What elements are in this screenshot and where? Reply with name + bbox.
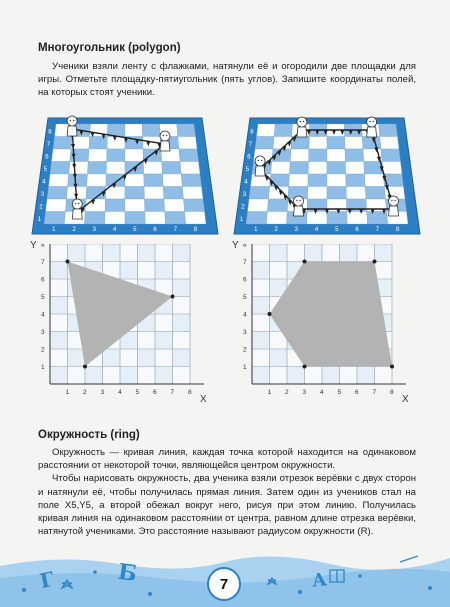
x-tick-label: 4 [118, 389, 122, 396]
grid-cell [173, 262, 191, 280]
grid-cell [155, 262, 173, 280]
ring-procedure-paragraph: Чтобы нарисовать окружность, два ученика взяли отрезок верёвки с двух сторон и натянули её, чтобы получилась прямая линия. Затем один из учеников стал на поле X5,Y5, а второй обежал вокруг него, рисуя при этом линию. Получилась кривая линия на одинаковом расстоянии от центра, равном длине отрезка верёвки, натянутой учениками. Это расстояние называют радиусом окружности (R). [38, 473, 416, 538]
board-square [266, 212, 287, 225]
grid-cell [138, 349, 156, 367]
chessboard-pentagon [232, 112, 422, 240]
x-tick-label: 5 [337, 389, 342, 396]
board-square [106, 162, 125, 175]
student-figure [72, 199, 82, 219]
board-row-label: 5 [245, 166, 250, 173]
student-figure [293, 196, 303, 216]
grid-cell [120, 262, 138, 280]
polygon-vertex-point [83, 365, 87, 369]
coordinate-grid-triangle-svg [24, 244, 214, 414]
board-square [46, 199, 67, 212]
x-tick-label: 1 [65, 389, 70, 396]
board-square [163, 174, 183, 187]
student-head [389, 196, 399, 206]
student-eye [163, 135, 164, 136]
polygon-task-paragraph: Ученики взяли ленту с флажками, натянули её и огородили две площадки для игры. Отметьте площадку-пятиугольник (пять углов). Запишите координаты полей, на которых стоят ученики. [38, 61, 416, 99]
y-tick-label: 5 [41, 294, 45, 301]
x-tick-label: 2 [83, 389, 87, 396]
polygon-vertex-point [303, 260, 307, 264]
student-head [72, 199, 82, 209]
student-eye [299, 200, 300, 201]
board-row-label: 3 [40, 191, 45, 198]
student-eye [373, 121, 374, 122]
board-square [105, 199, 125, 212]
board-row-label: 2 [241, 204, 245, 211]
board-square [142, 124, 160, 137]
grid-cell [340, 367, 358, 385]
grid-cell [252, 279, 270, 297]
board-square [257, 124, 276, 137]
grid-cell [375, 244, 393, 262]
board-square [327, 174, 346, 187]
x-tick-label: 8 [188, 389, 192, 396]
polygon-vertex-point [373, 260, 377, 264]
board-row-label: 4 [42, 179, 46, 186]
board-square [290, 149, 309, 162]
board-row-label: 6 [45, 154, 49, 161]
y-tick-label: 4 [41, 311, 45, 319]
student-eye [300, 121, 301, 122]
grid-cell [322, 367, 340, 385]
grid2-y-axis-label: Y [232, 240, 239, 251]
board-square [255, 137, 274, 150]
grid-cell [120, 349, 138, 367]
chessboard-pentagon-svg [232, 112, 422, 240]
board-square [309, 137, 327, 150]
grid-cell [322, 244, 340, 262]
grid-cell [270, 262, 288, 280]
x-tick-label: 3 [302, 389, 307, 396]
grid-cell [305, 367, 323, 385]
grid-cell [50, 297, 68, 315]
student-figure [255, 156, 265, 176]
board-col-label: 2 [274, 227, 278, 233]
board-square [179, 149, 199, 162]
grid-cell [340, 244, 358, 262]
board-square [125, 187, 145, 200]
board-square [144, 187, 164, 200]
student-figure [367, 117, 377, 137]
grid-cell [173, 279, 191, 297]
board-square [125, 124, 143, 137]
grid-cell [50, 367, 68, 385]
grid1-y-axis-label: Y [30, 240, 37, 251]
student-head [67, 116, 77, 126]
coordinate-grid-triangle [24, 244, 214, 419]
board-square [184, 199, 205, 212]
y-tick-label: 6 [243, 276, 247, 284]
board-square [182, 187, 203, 200]
grid-cell [138, 332, 156, 350]
board-square [143, 162, 162, 175]
y-tick-label: 5 [243, 294, 247, 301]
grid-cell [85, 244, 103, 262]
grid-cell [138, 262, 156, 280]
x-tick-label: 8 [390, 389, 394, 396]
board-square [68, 174, 88, 187]
grid-cell [252, 314, 270, 332]
polygon-vertex-point [66, 260, 70, 264]
grid-cell [173, 297, 191, 315]
board-square [327, 162, 346, 175]
board-square [185, 212, 206, 225]
board-row-label: 7 [46, 141, 51, 148]
grid-cell [252, 297, 270, 315]
board-col-label: 7 [173, 227, 177, 233]
board-square [267, 199, 288, 212]
x-tick-label: 6 [153, 389, 157, 396]
board-square [362, 137, 381, 150]
board-col-label: 1 [52, 227, 56, 233]
student-figure [67, 116, 77, 136]
student-body [255, 166, 265, 176]
board-col-label: 8 [193, 227, 198, 233]
board-square [246, 212, 267, 225]
board-square [69, 162, 89, 175]
board-square [162, 162, 182, 175]
grid-cell [252, 349, 270, 367]
board-row-label: 3 [242, 191, 247, 198]
grid-cell [252, 262, 270, 280]
x-tick-label: 2 [285, 389, 289, 396]
student-body [367, 127, 377, 137]
board-col-label: 3 [294, 227, 298, 233]
chessboard-triangle [30, 112, 220, 240]
board-col-label: 4 [112, 227, 117, 233]
board-col-label: 5 [335, 227, 339, 233]
y-tick-label: 6 [41, 276, 45, 284]
deco-letter-a: А [310, 569, 328, 592]
board-col-label: 1 [254, 227, 258, 233]
board-square [107, 137, 125, 150]
board-square [308, 187, 328, 200]
y-tick-label: 4 [243, 311, 247, 319]
board-square [165, 212, 186, 225]
board-square [345, 137, 363, 150]
board-row-label: 5 [43, 166, 48, 173]
board-row-label: 8 [48, 129, 52, 136]
board-square [289, 174, 309, 187]
board-square [107, 149, 125, 162]
board-square [381, 149, 401, 162]
board-square [181, 174, 201, 187]
student-eye [166, 135, 167, 136]
board-row-label: 1 [239, 216, 244, 223]
grid-cell [50, 262, 68, 280]
board-square [177, 124, 196, 137]
board-square [248, 199, 269, 212]
grid-cell [68, 349, 86, 367]
deco-letter-g: Г [37, 566, 57, 594]
board-square [308, 162, 327, 175]
board-square [309, 149, 327, 162]
student-figure [160, 131, 170, 151]
board-square [327, 137, 345, 150]
section-heading-ring: Окружность (ring) [38, 429, 140, 441]
page-number: 7 [207, 567, 241, 601]
board-square [271, 162, 291, 175]
grid-cell [103, 244, 121, 262]
board-square [105, 212, 125, 225]
student-body [160, 141, 170, 151]
grid-cell [270, 349, 288, 367]
grid-cell [270, 367, 288, 385]
board-row-label: 1 [37, 216, 42, 223]
y-tick-label: 2 [41, 346, 45, 354]
board-square [125, 199, 145, 212]
board-square [345, 149, 364, 162]
board-row-label: 7 [248, 141, 253, 148]
board-square [365, 187, 385, 200]
student-eye [391, 200, 392, 201]
board-square [274, 124, 292, 137]
board-col-label: 7 [375, 227, 379, 233]
board-square [270, 174, 290, 187]
grid-cell [357, 244, 375, 262]
student-eye [75, 203, 76, 204]
student-eye [73, 120, 74, 121]
y-tick-label: 1 [243, 364, 247, 371]
polygon-vertex-point [268, 312, 272, 316]
board-square [327, 187, 347, 200]
board-square [345, 162, 364, 175]
board-square [308, 174, 327, 187]
grid-cell [375, 262, 393, 280]
grid-cell [287, 244, 305, 262]
board-square [85, 199, 105, 212]
y-tick-label: 7 [41, 259, 45, 266]
grid-cell [50, 314, 68, 332]
polygon-vertex-point [171, 295, 175, 299]
grid-cell [287, 367, 305, 385]
y-tick-label: 1 [41, 364, 45, 371]
student-head [367, 117, 377, 127]
board-col-label: 3 [92, 227, 96, 233]
board-square [290, 162, 309, 175]
section-heading-polygon: Многоугольник (polygon) [38, 42, 181, 54]
ring-definition-paragraph: Окружность — кривая линия, каждая точка которой находится на одинаковом расстоянии от некоторой точки, являющейся центром окружности. [38, 447, 416, 472]
board-square [180, 162, 200, 175]
student-figure [389, 196, 399, 216]
grid-cell [173, 244, 191, 262]
coordinate-grid-pentagon-svg [226, 244, 416, 414]
y-tick-label: 7 [243, 259, 247, 266]
board-col-label: 6 [153, 227, 157, 233]
board-square [178, 137, 197, 150]
board-square [88, 149, 107, 162]
grid-cell [252, 244, 270, 262]
y-tick-label: 3 [41, 329, 45, 336]
board-square [87, 174, 107, 187]
board-square [49, 174, 69, 187]
board-col-label: 5 [133, 227, 137, 233]
grid-cell [50, 349, 68, 367]
grid-cell [50, 332, 68, 350]
grid-cell [138, 244, 156, 262]
deco-letter-b: Б [116, 558, 139, 588]
student-eye [296, 200, 297, 201]
student-body [389, 206, 399, 216]
board-square [125, 149, 143, 162]
student-body [297, 127, 307, 137]
board-square [365, 174, 385, 187]
grid-cell [173, 314, 191, 332]
board-square [52, 149, 72, 162]
grid-cell [173, 349, 191, 367]
student-figure [297, 117, 307, 137]
board-square [125, 212, 145, 225]
polygon-vertex-point [303, 365, 307, 369]
board-col-label: 6 [355, 227, 359, 233]
x-tick-label: 1 [267, 389, 272, 396]
board-square [164, 199, 185, 212]
board-square [346, 174, 366, 187]
grid-cell [50, 279, 68, 297]
board-square [163, 187, 183, 200]
grid-cell [155, 332, 173, 350]
x-tick-label: 6 [355, 389, 359, 396]
student-body [67, 126, 77, 136]
grid-cell [173, 367, 191, 385]
board-square [307, 212, 327, 225]
student-body [293, 206, 303, 216]
grid-cell [103, 349, 121, 367]
grid-cell [252, 332, 270, 350]
grid-cell [103, 367, 121, 385]
student-eye [258, 160, 259, 161]
chessboard-triangle-svg [30, 112, 220, 240]
grid-cell [85, 367, 103, 385]
grid-cell [173, 332, 191, 350]
board-square [367, 212, 388, 225]
board-col-label: 2 [72, 227, 76, 233]
grid-cell [120, 367, 138, 385]
x-tick-label: 5 [135, 389, 140, 396]
board-square [125, 174, 144, 187]
board-square [88, 162, 107, 175]
board-square [89, 137, 107, 150]
grid-cell [375, 367, 393, 385]
x-tick-label: 7 [372, 389, 377, 396]
student-head [255, 156, 265, 166]
student-eye [78, 203, 79, 204]
board-square [346, 187, 366, 200]
ring-text [38, 446, 416, 538]
board-square [249, 187, 270, 200]
grid-cell [155, 314, 173, 332]
board-square [50, 162, 70, 175]
board-row-label: 4 [244, 179, 248, 186]
student-head [160, 131, 170, 141]
grid-cell [50, 244, 68, 262]
y-tick-label: 3 [243, 329, 247, 336]
polygon-task-text [38, 60, 416, 100]
board-square [380, 137, 399, 150]
board-col-label: 4 [314, 227, 319, 233]
board-row-label: 2 [39, 204, 43, 211]
y-tick-label: 2 [243, 346, 247, 354]
board-row-label: 6 [247, 154, 251, 161]
x-tick-label: 4 [320, 389, 324, 396]
board-square [382, 162, 402, 175]
grid2-x-axis-label: X [402, 394, 409, 405]
board-square [379, 124, 398, 137]
grid-cell [138, 367, 156, 385]
y-tick-label: 8 [41, 244, 45, 249]
grid1-x-axis-label: X [200, 394, 207, 405]
board-square [145, 199, 165, 212]
board-square [327, 212, 347, 225]
grid-cell [305, 244, 323, 262]
grid-cell [155, 244, 173, 262]
x-tick-label: 3 [100, 389, 105, 396]
grid-cell [155, 367, 173, 385]
board-square [85, 212, 106, 225]
board-col-label: 8 [395, 227, 400, 233]
student-head [293, 196, 303, 206]
board-row-label: 8 [250, 129, 254, 136]
board-square [144, 174, 164, 187]
y-tick-label: 8 [243, 244, 247, 249]
coordinate-grid-pentagon [226, 244, 416, 419]
board-square [327, 149, 345, 162]
student-eye [303, 121, 304, 122]
student-body [72, 209, 82, 219]
x-tick-label: 7 [170, 389, 175, 396]
grid-cell [270, 244, 288, 262]
grid-cell [252, 367, 270, 385]
student-eye [70, 120, 71, 121]
student-eye [261, 160, 262, 161]
board-square [47, 187, 68, 200]
board-square [44, 212, 65, 225]
polygon-vertex-point [390, 365, 394, 369]
student-eye [369, 121, 370, 122]
grid-cell [155, 349, 173, 367]
grid-cell [68, 367, 86, 385]
student-head [297, 117, 307, 127]
grid-cell [357, 367, 375, 385]
student-eye [394, 200, 395, 201]
board-square [145, 212, 166, 225]
grid-cell [120, 244, 138, 262]
board-square [53, 137, 72, 150]
grid-cell [68, 244, 86, 262]
